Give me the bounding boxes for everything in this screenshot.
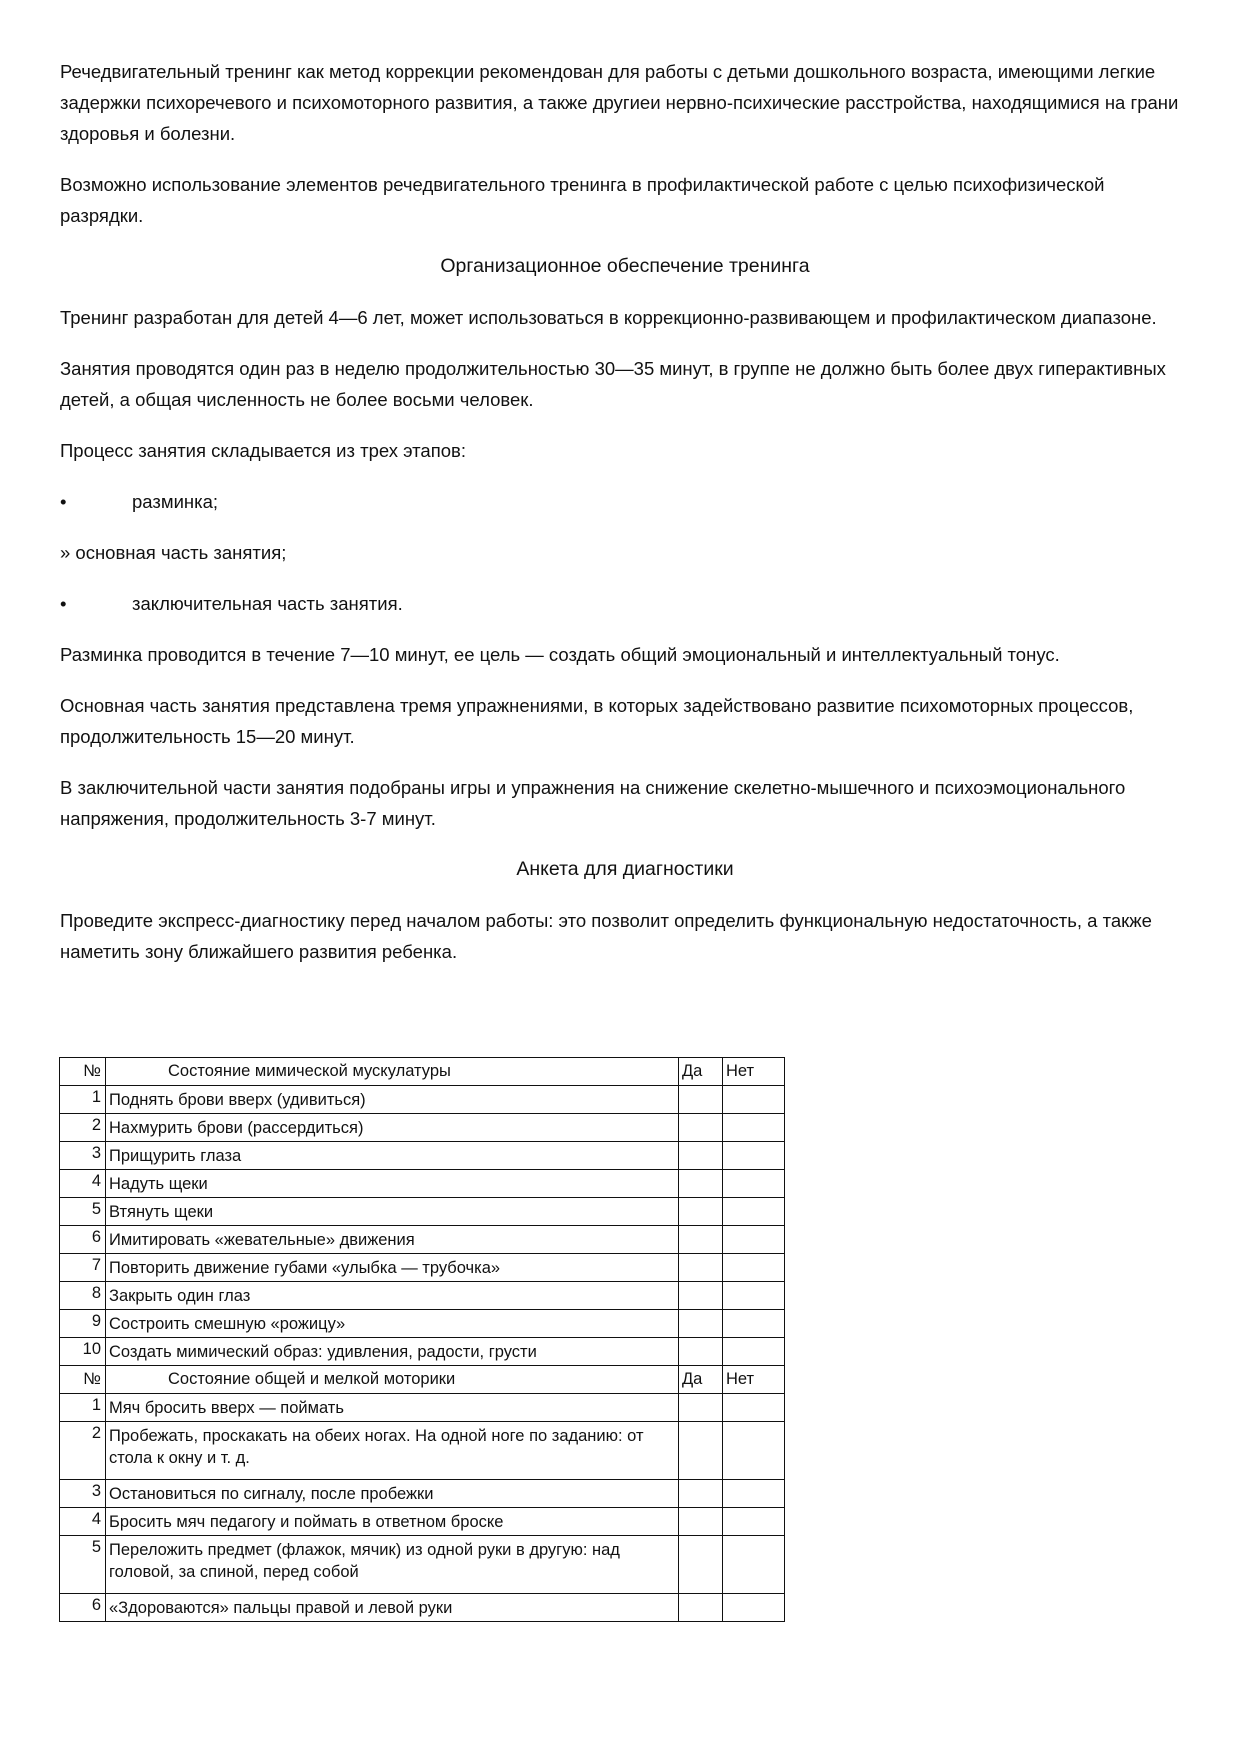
row-number: 6: [60, 1226, 106, 1254]
row-task: Пробежать, проскакать на обеих ногах. На одной ноге по заданию: от стола к окну и т. д.: [106, 1422, 679, 1480]
table-row: [60, 1310, 785, 1338]
no-cell[interactable]: [723, 1170, 785, 1198]
row-number: 6: [60, 1594, 106, 1622]
table-row: [60, 1480, 785, 1508]
no-cell[interactable]: [723, 1536, 785, 1594]
column-no-header: Нет: [723, 1058, 785, 1086]
table-header-row: [60, 1366, 785, 1394]
yes-cell[interactable]: [679, 1254, 723, 1282]
no-cell[interactable]: [723, 1086, 785, 1114]
main-part-paragraph: Основная часть занятия представлена тремя упражнениями, в которых задействовано развитие психомоторных процессов, продолжительность 15—20 минут.: [60, 695, 1134, 747]
stage-list-item: » основная часть занятия;: [60, 542, 287, 563]
row-task: «Здороваются» пальцы правой и левой руки: [106, 1594, 679, 1622]
table-row: [60, 1508, 785, 1536]
row-number: 2: [60, 1114, 106, 1142]
yes-cell[interactable]: [679, 1480, 723, 1508]
row-number: 1: [60, 1394, 106, 1422]
table-row: [60, 1254, 785, 1282]
yes-cell[interactable]: [679, 1142, 723, 1170]
yes-cell[interactable]: [679, 1310, 723, 1338]
no-cell[interactable]: [723, 1254, 785, 1282]
prophylaxis-paragraph: Возможно использование элементов речедвигательного тренинга в профилактической работе с целью психофизической разрядки.: [60, 174, 1105, 226]
table-row: [60, 1422, 785, 1480]
section-title: Состояние мимической мускулатуры: [106, 1058, 679, 1086]
yes-cell[interactable]: [679, 1422, 723, 1480]
yes-cell[interactable]: [679, 1394, 723, 1422]
intro-paragraph: Речедвигательный тренинг как метод коррекции рекомендован для работы с детьми дошкольного возраста, имеющими легкие задержки психоречевого и психомоторного развития, а также другиеи нервно-психические расстройства, находящимися на грани здоровья и болезни.: [60, 61, 1179, 144]
table-row: [60, 1170, 785, 1198]
section-title: Состояние общей и мелкой моторики: [106, 1366, 679, 1394]
yes-cell[interactable]: [679, 1508, 723, 1536]
bullet-icon: •: [60, 593, 67, 614]
table-row: [60, 1282, 785, 1310]
no-cell[interactable]: [723, 1394, 785, 1422]
yes-cell[interactable]: [679, 1170, 723, 1198]
row-number: 1: [60, 1086, 106, 1114]
no-cell[interactable]: [723, 1114, 785, 1142]
row-task: Имитировать «жевательные» движения: [106, 1226, 679, 1254]
stages-intro-paragraph: Процесс занятия складывается из трех этапов:: [60, 440, 466, 461]
column-yes-header: Да: [679, 1366, 723, 1394]
row-task: Остановиться по сигналу, после пробежки: [106, 1480, 679, 1508]
no-cell[interactable]: [723, 1226, 785, 1254]
diagnostics-paragraph: Проведите экспресс-диагностику перед началом работы: это позволит определить функциональную недостаточность, а также наметить зону ближайшего развития ребенка.: [60, 910, 1152, 962]
row-task: Создать мимический образ: удивления, радости, грусти: [106, 1338, 679, 1366]
yes-cell[interactable]: [679, 1198, 723, 1226]
row-task: Надуть щеки: [106, 1170, 679, 1198]
row-task: Поднять брови вверх (удивиться): [106, 1086, 679, 1114]
row-number: 4: [60, 1170, 106, 1198]
stage-label: разминка;: [132, 491, 219, 512]
no-cell[interactable]: [723, 1480, 785, 1508]
row-number: 9: [60, 1310, 106, 1338]
stage-label: заключительная часть занятия.: [132, 593, 403, 614]
final-part-paragraph: В заключительной части занятия подобраны игры и упражнения на снижение скелетно-мышечного и психоэмоционального напряжения, продолжительность 3-7 минут.: [60, 777, 1126, 829]
column-number-header: №: [60, 1366, 106, 1394]
no-cell[interactable]: [723, 1594, 785, 1622]
table-header-row: [60, 1058, 785, 1086]
row-task: Прищурить глаза: [106, 1142, 679, 1170]
stage-list-item: [60, 588, 1190, 619]
row-task: Бросить мяч педагогу и поймать в ответном броске: [106, 1508, 679, 1536]
bullet-icon: •: [60, 491, 67, 512]
row-number: 3: [60, 1142, 106, 1170]
table-row: [60, 1394, 785, 1422]
table-row: [60, 1086, 785, 1114]
row-task: Нахмурить брови (рассердиться): [106, 1114, 679, 1142]
age-paragraph: Тренинг разработан для детей 4—6 лет, может использоваться в коррекционно-развивающем и профилактическом диапазоне.: [60, 307, 1157, 328]
row-task: Повторить движение губами «улыбка — трубочка»: [106, 1254, 679, 1282]
column-yes-header: Да: [679, 1058, 723, 1086]
table-row: [60, 1198, 785, 1226]
yes-cell[interactable]: [679, 1114, 723, 1142]
row-number: 5: [60, 1536, 106, 1594]
no-cell[interactable]: [723, 1508, 785, 1536]
row-number: 10: [60, 1338, 106, 1366]
diagnostics-table: [59, 1057, 785, 1622]
yes-cell[interactable]: [679, 1594, 723, 1622]
row-number: 4: [60, 1508, 106, 1536]
row-task: Переложить предмет (флажок, мячик) из одной руки в другую: над головой, за спиной, перед собой: [106, 1536, 679, 1594]
row-task: Втянуть щеки: [106, 1198, 679, 1226]
no-cell[interactable]: [723, 1422, 785, 1480]
table-row: [60, 1594, 785, 1622]
table-row: [60, 1338, 785, 1366]
row-number: 5: [60, 1198, 106, 1226]
table-row: [60, 1536, 785, 1594]
no-cell[interactable]: [723, 1142, 785, 1170]
column-number-header: №: [60, 1058, 106, 1086]
row-number: 3: [60, 1480, 106, 1508]
yes-cell[interactable]: [679, 1282, 723, 1310]
table-row: [60, 1142, 785, 1170]
warmup-paragraph: Разминка проводится в течение 7—10 минут, ее цель — создать общий эмоциональный и интеллектуальный тонус.: [60, 644, 1060, 665]
stage-list-item: [60, 486, 1190, 517]
yes-cell[interactable]: [679, 1226, 723, 1254]
yes-cell[interactable]: [679, 1536, 723, 1594]
section-heading-organization: Организационное обеспечение тренинга: [440, 255, 810, 277]
section-heading-questionnaire: Анкета для диагностики: [516, 858, 734, 880]
row-task: Мяч бросить вверх — поймать: [106, 1394, 679, 1422]
table-row: [60, 1226, 785, 1254]
column-no-header: Нет: [723, 1366, 785, 1394]
no-cell[interactable]: [723, 1338, 785, 1366]
document-page: [60, 56, 1190, 987]
row-task: Состроить смешную «рожицу»: [106, 1310, 679, 1338]
table-row: [60, 1114, 785, 1142]
no-cell[interactable]: [723, 1282, 785, 1310]
yes-cell[interactable]: [679, 1086, 723, 1114]
row-number: 7: [60, 1254, 106, 1282]
no-cell[interactable]: [723, 1310, 785, 1338]
schedule-paragraph: Занятия проводятся один раз в неделю продолжительностью 30—35 минут, в группе не должно быть более двух гиперактивных детей, а общая численность не более восьми человек.: [60, 358, 1166, 410]
row-number: 8: [60, 1282, 106, 1310]
no-cell[interactable]: [723, 1198, 785, 1226]
yes-cell[interactable]: [679, 1338, 723, 1366]
row-task: Закрыть один глаз: [106, 1282, 679, 1310]
row-number: 2: [60, 1422, 106, 1480]
